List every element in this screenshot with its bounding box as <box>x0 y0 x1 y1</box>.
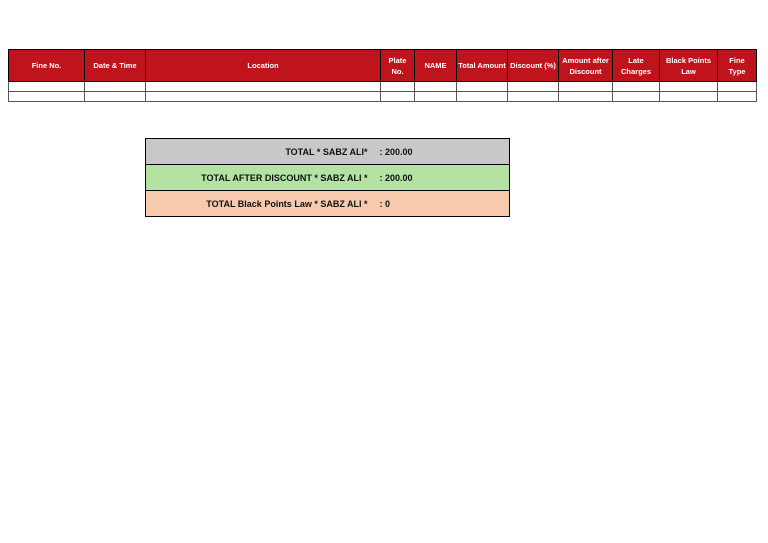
table-cell <box>85 82 146 92</box>
table-cell <box>559 92 613 102</box>
summary-table <box>145 138 510 217</box>
fines-table-header-row <box>9 50 757 82</box>
table-cell <box>146 82 381 92</box>
fines-table <box>8 49 757 102</box>
header-location: Location <box>146 50 381 82</box>
header-plate-no: Plate No. <box>381 50 415 82</box>
summary-black-points-label: TOTAL Black Points Law * SABZ ALI * <box>146 191 374 217</box>
table-cell <box>660 82 718 92</box>
summary-row-after-discount <box>146 165 510 191</box>
table-row <box>9 82 757 92</box>
header-fine-type: Fine Type <box>718 50 757 82</box>
header-total-amount: Total Amount <box>457 50 508 82</box>
header-black-points-law: Black Points Law <box>660 50 718 82</box>
header-discount: Discount (%) <box>508 50 559 82</box>
table-cell <box>457 92 508 102</box>
summary-total-value: : 200.00 <box>374 139 510 165</box>
table-cell <box>381 82 415 92</box>
header-amount-after-discount: Amount after Discount <box>559 50 613 82</box>
header-date-time: Date & Time <box>85 50 146 82</box>
table-cell <box>415 92 457 102</box>
summary-row-total <box>146 139 510 165</box>
table-cell <box>508 82 559 92</box>
header-fine-no: Fine No. <box>9 50 85 82</box>
summary-total-label: TOTAL * SABZ ALI* <box>146 139 374 165</box>
summary-after-discount-label: TOTAL AFTER DISCOUNT * SABZ ALI * <box>146 165 374 191</box>
header-late-charges: Late Charges <box>613 50 660 82</box>
table-cell <box>559 82 613 92</box>
header-name: NAME <box>415 50 457 82</box>
table-cell <box>415 82 457 92</box>
table-row <box>9 92 757 102</box>
table-cell <box>9 82 85 92</box>
table-cell <box>9 92 85 102</box>
table-cell <box>718 92 757 102</box>
table-cell <box>613 82 660 92</box>
table-cell <box>508 92 559 102</box>
summary-after-discount-value: : 200.00 <box>374 165 510 191</box>
table-cell <box>146 92 381 102</box>
summary-black-points-value: : 0 <box>374 191 510 217</box>
table-cell <box>381 92 415 102</box>
table-cell <box>660 92 718 102</box>
table-cell <box>613 92 660 102</box>
table-cell <box>85 92 146 102</box>
summary-row-black-points <box>146 191 510 217</box>
table-cell <box>718 82 757 92</box>
table-cell <box>457 82 508 92</box>
